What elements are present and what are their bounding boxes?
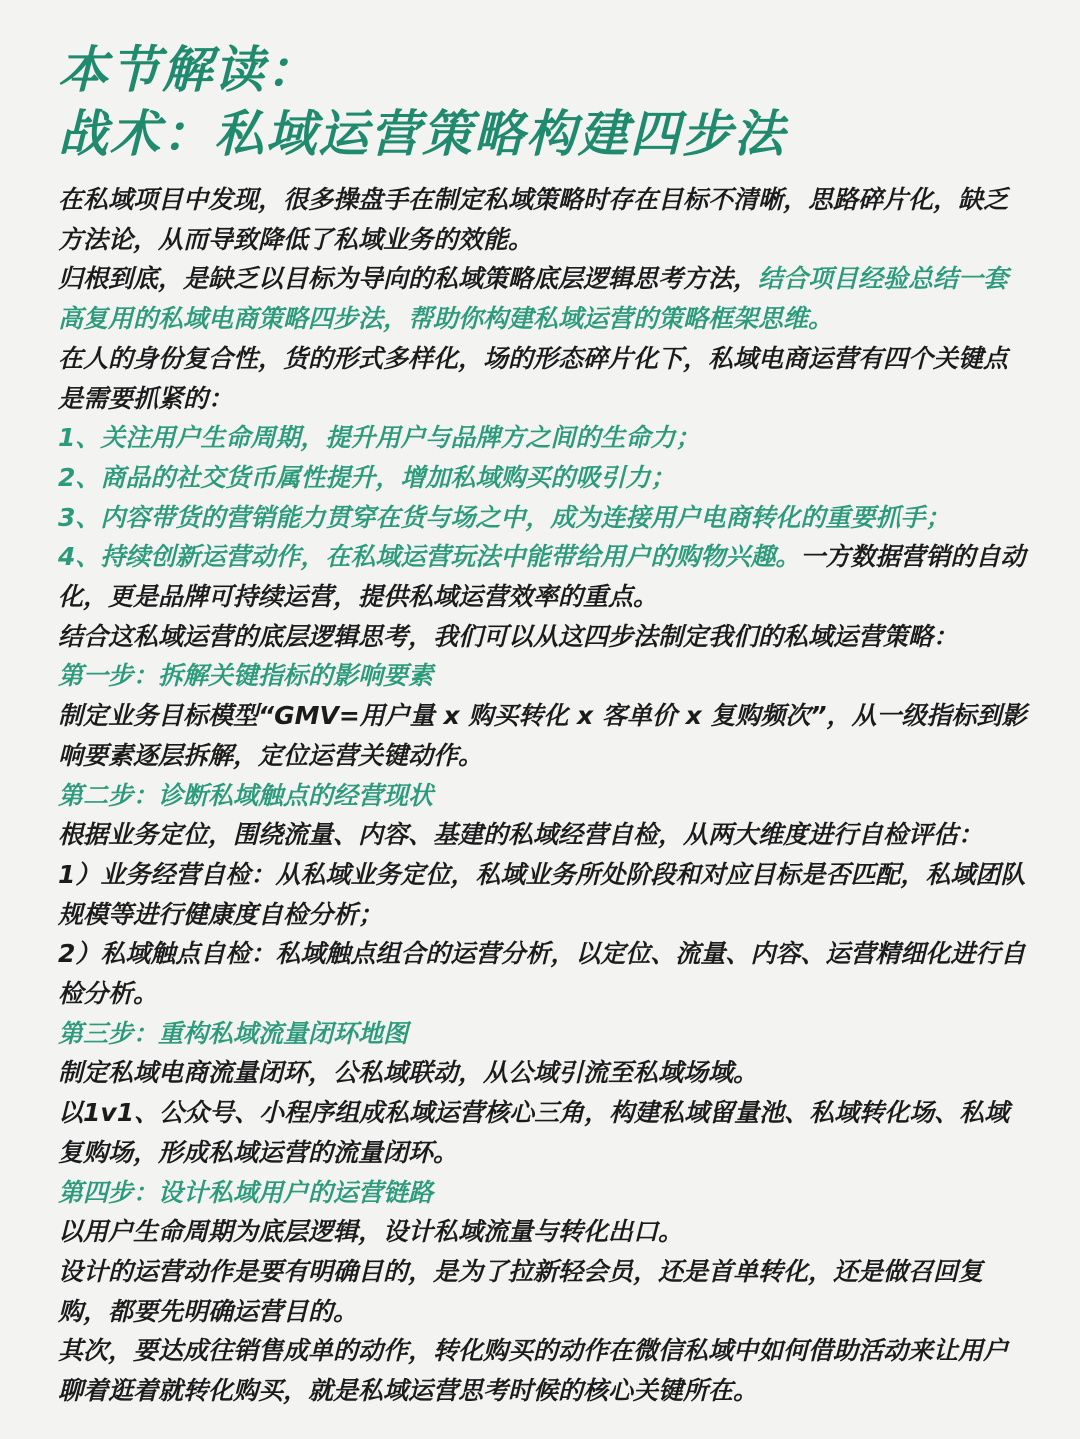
root-cause-highlight: 结合项目经验总结一套高复用的私域电商策略四步法，帮助你构建私域运营的策略框架思维。 <box>58 264 1009 334</box>
step-3-title: 第三步：重构私域流量闭环地图 <box>58 1018 409 1048</box>
step-2-text-1: 根据业务定位，围绕流量、内容、基建的私域经营自检，从两大维度进行自检评估： <box>58 820 984 850</box>
title-line-1: 本节解读： <box>58 41 318 99</box>
step-4-text-1: 以用户生命周期为底层逻辑，设计私域流量与转化出口。 <box>58 1217 684 1247</box>
key-point-4 <box>58 537 1030 616</box>
method-intro: 结合这私域运营的底层逻辑思考，我们可以从这四步法制定我们的私域运营策略： <box>58 621 959 651</box>
key-point-1: 1、关注用户生命周期，提升用户与品牌方之间的生命力； <box>58 423 701 453</box>
step-3-text-1: 制定私域电商流量闭环，公私域联动，从公域引流至私域场域。 <box>58 1058 759 1088</box>
article-body <box>58 180 1030 1411</box>
key-points-intro: 在人的身份复合性，货的形式多样化，场的形态碎片化下，私域电商运营有四个关键点是需要抓紧的： <box>58 343 1009 413</box>
key-point-3: 3、内容带货的营销能力贯穿在货与场之中，成为连接用户电商转化的重要抓手； <box>58 502 951 532</box>
step-4-text-2: 设计的运营动作是要有明确目的，是为了拉新轻会员，还是首单转化，还是做召回复购，都要先明确运营目的。 <box>58 1256 984 1326</box>
root-cause-paragraph <box>58 259 1030 338</box>
step-4-title: 第四步：设计私域用户的运营链路 <box>58 1177 434 1207</box>
key-point-4-text: 一方数据营销的自动化，更是品牌可持续运营，提供私域运营效率的重点。 <box>58 542 1026 612</box>
intro-paragraph: 在私域项目中发现，很多操盘手在制定私域策略时存在目标不清晰，思路碎片化，缺乏方法论，从而导致降低了私域业务的效能。 <box>58 185 1009 254</box>
step-3-text-2: 以1v1、公众号、小程序组成私域运营核心三角，构建私域留量池、私域转化场、私域复购场，形成私域运营的流量闭环。 <box>58 1098 1010 1167</box>
step-4-text-3: 其次，要达成往销售成单的动作，转化购买的动作在微信私域中如何借助活动来让用户聊着逛着就转化购买，就是私域运营思考时候的核心关键所在。 <box>58 1336 1009 1406</box>
key-point-2: 2、商品的社交货币属性提升，增加私域购买的吸引力； <box>58 462 676 492</box>
step-1-title: 第一步：拆解关键指标的影响要素 <box>58 661 434 691</box>
step-2-text-3: 2）私域触点自检：私域触点组合的运营分析，以定位、流量、内容、运营精细化进行自检分析。 <box>58 939 1026 1009</box>
step-1-text: 制定业务目标模型“GMV=用户量 x 购买转化 x 客单价 x 复购频次”，从一级指标到影响要素逐层拆解，定位运营关键动作。 <box>58 701 1027 770</box>
title-line-2: 战术：私域运营策略构建四步法 <box>58 105 786 163</box>
step-2-text-2: 1）业务经营自检：从私域业务定位，私域业务所处阶段和对应目标是否匹配，私域团队规模等进行健康度自检分析； <box>58 859 1026 929</box>
page-title <box>58 38 1030 166</box>
step-2-title: 第二步：诊断私域触点的经营现状 <box>58 780 434 810</box>
key-point-4-highlight: 4、持续创新运营动作，在私域运营玩法中能带给用户的购物兴趣。 <box>58 542 801 572</box>
root-cause-text: 归根到底，是缺乏以目标为导向的私域策略底层逻辑思考方法， <box>58 264 759 294</box>
